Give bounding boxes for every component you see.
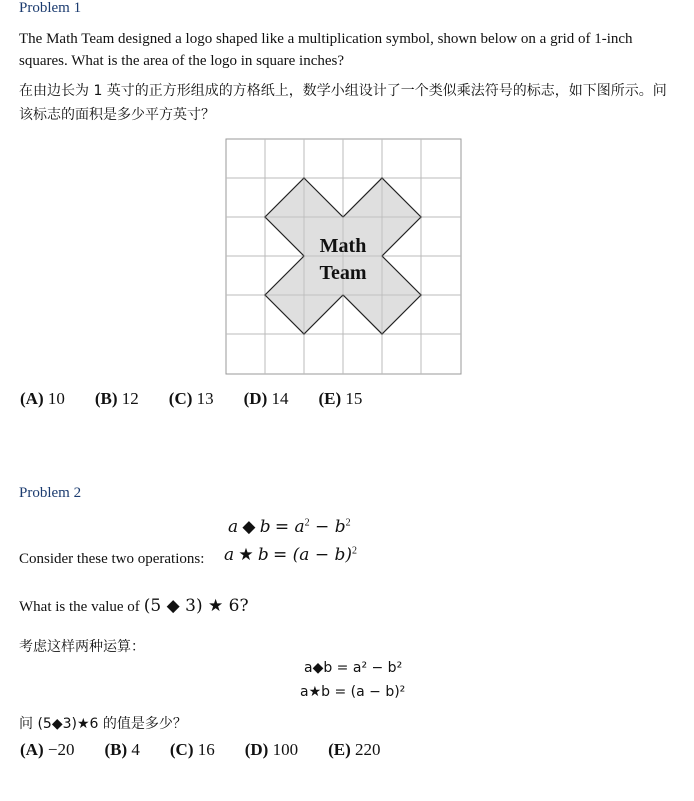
- choice-e[interactable]: (E) 220: [328, 740, 381, 759]
- problem1-text-cn: 在由边长为 1 英寸的正方形组成的方格纸上，数学小组设计了一个类似乘法符号的标志，如下图所示。问该标志的面积是多少平方英寸？: [19, 83, 667, 123]
- problem1-choices: [20, 389, 392, 409]
- problem2-cn-op1: a◆b = a² − b²: [304, 660, 403, 676]
- logo-text-line1: Math: [319, 235, 367, 257]
- choice-c[interactable]: (C) 13: [168, 389, 214, 408]
- logo-text-line2: Team: [319, 262, 367, 284]
- problem1-heading: Problem 1: [19, 0, 82, 16]
- logo-grid-figure: [225, 138, 463, 376]
- operation-diamond: a ◆ $b = a^2 - b^2$: [228, 517, 351, 537]
- choice-b[interactable]: (B) 4: [104, 740, 140, 759]
- choice-c[interactable]: (C) 16: [169, 740, 215, 759]
- problem2-cn-question: 问 (5◆3)★6 的值是多少？: [19, 716, 187, 732]
- problem2-heading: Problem 2: [19, 485, 82, 501]
- choice-e[interactable]: (E) 15: [318, 389, 363, 408]
- problem2-cn-op2: a★b = (a − b)²: [300, 684, 406, 700]
- problem2-question: What is the value of (5 ◆ 3) ★ 6?: [19, 596, 249, 616]
- choice-d[interactable]: (D) 100: [244, 740, 299, 759]
- problem1-text-en: The Math Team designed a logo shaped like a multiplication symbol, shown below on a grid of 1-inch squares. What is the area of the logo in square inches?: [19, 31, 633, 69]
- star-icon: ★: [238, 545, 254, 564]
- choice-d[interactable]: (D) 14: [243, 389, 289, 408]
- choice-b[interactable]: (B) 12: [94, 389, 139, 408]
- operation-star: a ★ $b = (a - b)^2$: [224, 545, 358, 565]
- choice-a[interactable]: (A) −20: [20, 740, 75, 759]
- choice-a[interactable]: (A) 10: [20, 389, 65, 408]
- problem2-cn-consider: 考虑这样两种运算：: [19, 639, 145, 655]
- diamond-icon: ◆: [242, 517, 256, 536]
- problem2-consider: Consider these two operations:: [19, 551, 205, 567]
- problem2-choices: [20, 740, 411, 760]
